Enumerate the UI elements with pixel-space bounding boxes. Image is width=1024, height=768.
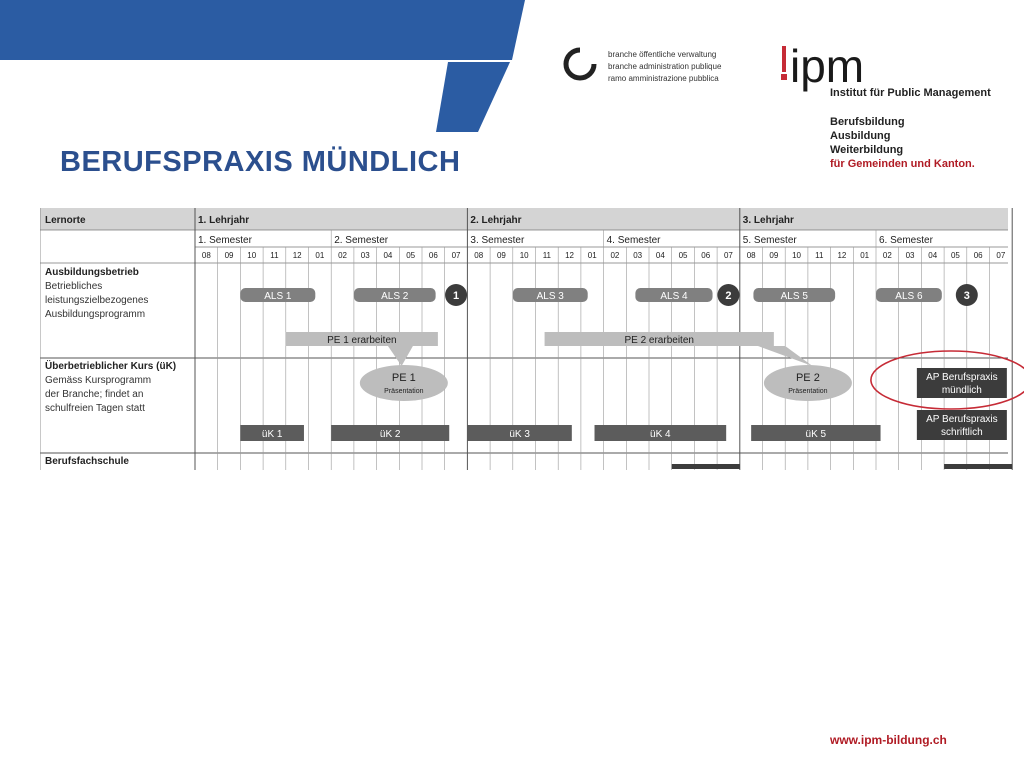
month-label: 08 [474, 251, 484, 260]
month-label: 06 [973, 251, 983, 260]
milestone-marker-label: 1 [452, 290, 460, 302]
year-label: 1. Lehrjahr [198, 215, 250, 226]
semester-label: 4. Semester [606, 235, 661, 246]
presentation-label: PE 1 [391, 372, 416, 384]
tagline-line: Ausbildung [830, 130, 891, 142]
branche-text [608, 49, 721, 85]
branche-line: branche öffentliche verwaltung [608, 50, 717, 59]
month-label: 02 [882, 251, 892, 260]
branche-logo-icon [558, 42, 602, 86]
month-label: 09 [224, 251, 234, 260]
uk-bar-label: üK 5 [805, 429, 827, 440]
pe-bar-label: PE 2 erarbeiten [624, 335, 694, 346]
branche-line: ramo amministrazione pubblica [608, 74, 719, 83]
header-banner [0, 0, 530, 135]
month-label: 10 [792, 251, 802, 260]
page-title: BERUFSPRAXIS MÜNDLICH [60, 146, 461, 178]
ipm-logo-red-mark [782, 46, 786, 72]
als-bar-label: ALS 4 [660, 291, 688, 302]
month-label: 07 [723, 251, 733, 260]
tagline [830, 115, 975, 171]
year-label: 2. Lehrjahr [470, 215, 522, 226]
month-label: 11 [270, 251, 279, 260]
month-label: 10 [247, 251, 257, 260]
row-description: Gemäss Kursprogramm [45, 375, 152, 386]
row-title: Berufsfachschule [45, 456, 129, 467]
month-label: 05 [950, 251, 960, 260]
uk-bar-label: üK 3 [509, 429, 530, 440]
month-label: 05 [678, 251, 688, 260]
row-description: schulfreien Tagen statt [45, 403, 145, 414]
row-description: leistungszielbezogenes [45, 295, 149, 306]
month-label: 02 [610, 251, 620, 260]
header-band [40, 208, 1008, 230]
semester-label: 5. Semester [742, 235, 797, 246]
row-description: der Branche; findet an [45, 389, 144, 400]
month-label: 02 [338, 251, 348, 260]
milestone-marker-label: 2 [725, 290, 732, 302]
uk-bar-label: üK 4 [650, 429, 671, 440]
uk-bar-label: üK 1 [261, 429, 283, 440]
row-description: Ausbildungsprogramm [45, 309, 146, 320]
als-bar-label: ALS 5 [780, 291, 808, 302]
month-label: 06 [701, 251, 711, 260]
month-label: 03 [905, 251, 915, 260]
month-label: 09 [769, 251, 779, 260]
branche-line: branche administration publique [608, 62, 722, 71]
month-label: 09 [496, 251, 506, 260]
ap-box-label: AP Berufspraxis [926, 414, 998, 425]
month-label: 03 [633, 251, 643, 260]
month-label: 03 [360, 251, 370, 260]
month-label: 11 [542, 251, 552, 260]
year-label: 3. Lehrjahr [742, 215, 794, 226]
month-label: 08 [201, 251, 211, 260]
corner-label: Lernorte [45, 215, 86, 226]
month-label: 07 [996, 251, 1006, 260]
ap-box-label: AP Berufspraxis [926, 372, 998, 383]
presentation-sublabel: Präsentation [384, 388, 424, 395]
timeline-chart [40, 208, 1024, 472]
presentation-label: PE 2 [795, 372, 820, 384]
month-label: 04 [655, 251, 665, 260]
month-label: 05 [406, 251, 416, 260]
month-label: 07 [451, 251, 461, 260]
semester-label: 6. Semester [879, 235, 933, 246]
month-label: 01 [315, 251, 325, 260]
als-bar-label: ALS 3 [536, 291, 564, 302]
tagline-line: Weiterbildung [830, 144, 904, 156]
als-bar-label: ALS 1 [264, 291, 292, 302]
ipm-logo-text: ipm [790, 40, 865, 92]
milestone-marker-label: 3 [963, 290, 970, 302]
ap-box-label: mündlich [941, 385, 982, 396]
month-label: 12 [565, 251, 575, 260]
month-label: 11 [815, 251, 824, 260]
month-label: 12 [837, 251, 847, 260]
row-title: Überbetrieblicher Kurs (üK) [45, 361, 177, 372]
month-label: 04 [383, 251, 393, 260]
banner-upper-band [0, 0, 525, 60]
ipm-subtitle: Institut für Public Management [830, 87, 991, 99]
tagline-line: Berufsbildung [830, 116, 905, 128]
presentation-sublabel: Präsentation [788, 388, 828, 395]
semester-label: 2. Semester [334, 235, 389, 246]
row-title: Ausbildungsbetrieb [45, 267, 139, 278]
month-label: 04 [928, 251, 938, 260]
ap-box-label: schriftlich [941, 427, 983, 438]
school-bar [944, 464, 1012, 469]
row-description: Betriebliches [45, 281, 103, 292]
month-label: 06 [428, 251, 438, 260]
month-label: 12 [292, 251, 302, 260]
als-bar-label: ALS 6 [895, 291, 923, 302]
uk-bar-label: üK 2 [379, 429, 401, 440]
ipm-logo-red-dot [781, 74, 787, 80]
month-label: 01 [860, 251, 870, 260]
semester-label: 1. Semester [198, 235, 252, 246]
semester-label: 3. Semester [470, 235, 525, 246]
month-label: 10 [519, 251, 529, 260]
pe-connector [388, 346, 413, 366]
als-bar-label: ALS 2 [381, 291, 409, 302]
school-bar [672, 464, 740, 469]
pe-bar-label: PE 1 erarbeiten [327, 335, 397, 346]
month-label: 01 [587, 251, 597, 260]
month-label: 08 [746, 251, 756, 260]
website-link[interactable]: www.ipm-bildung.ch [830, 733, 947, 747]
tagline-line-red: für Gemeinden und Kanton. [830, 158, 975, 170]
banner-lower-band [436, 62, 510, 132]
